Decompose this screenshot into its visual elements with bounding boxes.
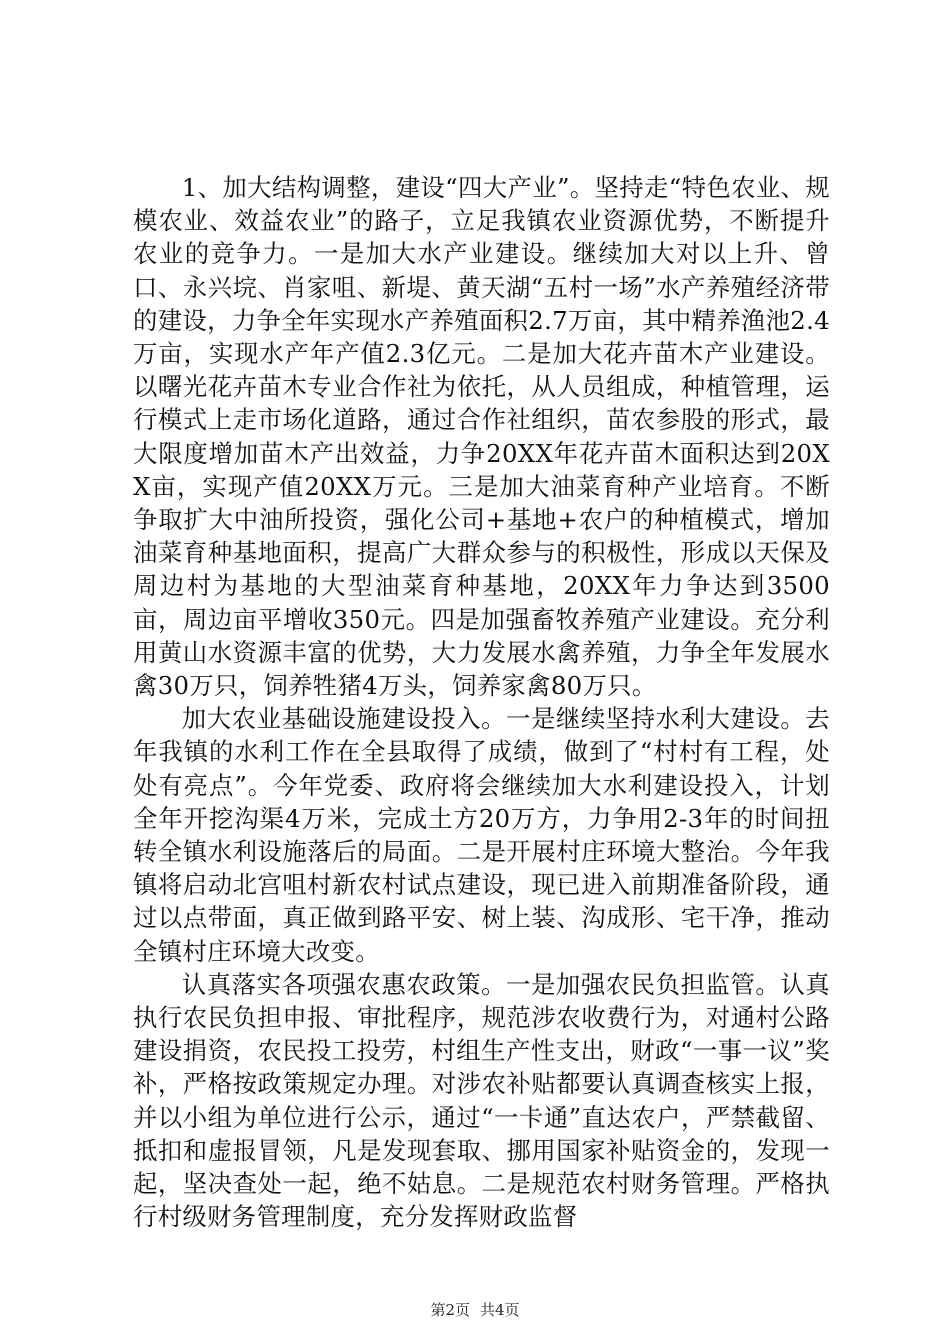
page-total: 共4页	[480, 1301, 520, 1319]
document-body	[133, 171, 830, 1234]
paragraph-industry-restructuring: 1、加大结构调整，建设“四大产业”。坚持走“特色农业、规模农业、效益农业”的路子，立足我镇农业资源优势，不断提升农业的竞争力。一是加大水产业建设。继续加大对以上升、曾口、永兴垸、肖家咀、新堤、黄天湖“五村一场”水产养殖经济带的建设，力争全年实现水产养殖面积2.7万亩，其中精养渔池2.4万亩，实现水产年产值2.3亿元。二是加大花卉苗木产业建设。以曙光花卉苗木专业合作社为依托，从人员组成，种植管理，运行模式上走市场化道路，通过合作社组织，苗农参股的形式，最大限度增加苗木产出效益，力争20XX年花卉苗木面积达到20XX亩，实现产值20XX万元。三是加大油菜育种产业培育。不断争取扩大中油所投资，强化公司+基地+农户的种植模式，增加油菜育种基地面积，提高广大群众参与的积极性，形成以天保及周边村为基地的大型油菜育种基地，20XX年力争达到3500亩，周边亩平增收350元。四是加强畜牧养殖产业建设。充分利用黄山水资源丰富的优势，大力发展水禽养殖，力争全年发展水禽30万只，饲养牲猪4万头，饲养家禽80万只。	[133, 173, 830, 701]
paragraph-agricultural-policies: 认真落实各项强农惠农政策。一是加强农民负担监管。认真执行农民负担申报、审批程序，规范涉农收费行为，对通村公路建设捐资，农民投工投劳，村组生产性支出，财政“一事一议”奖补，严格按政策规定办理。对涉农补贴都要认真调查核实上报，并以小组为单位进行公示，通过“一卡通”直达农户，严禁截留、抵扣和虚报冒领，凡是发现套取、挪用国家补贴资金的，发现一起，坚决查处一起，绝不姑息。二是规范农村财务管理。严格执行村级财务管理制度，充分发挥财政监督	[133, 969, 830, 1232]
page-number: 第2页	[430, 1301, 470, 1319]
page-footer	[0, 1300, 950, 1320]
paragraph-infrastructure-investment: 加大农业基础设施建设投入。一是继续坚持水利大建设。去年我镇的水利工作在全县取得了成绩，做到了“村村有工程，处处有亮点”。今年党委、政府将会继续加大水利建设投入，计划全年开挖沟渠4万米，完成土方20万方，力争用2-3年的时间扭转全镇水利设施落后的局面。二是开展村庄环境大整治。今年我镇将启动北宫咀村新农村试点建设，现已进入前期准备阶段，通过以点带面，真正做到路平安、树上装、沟成形、宅干净，推动全镇村庄环境大改变。	[133, 704, 830, 966]
